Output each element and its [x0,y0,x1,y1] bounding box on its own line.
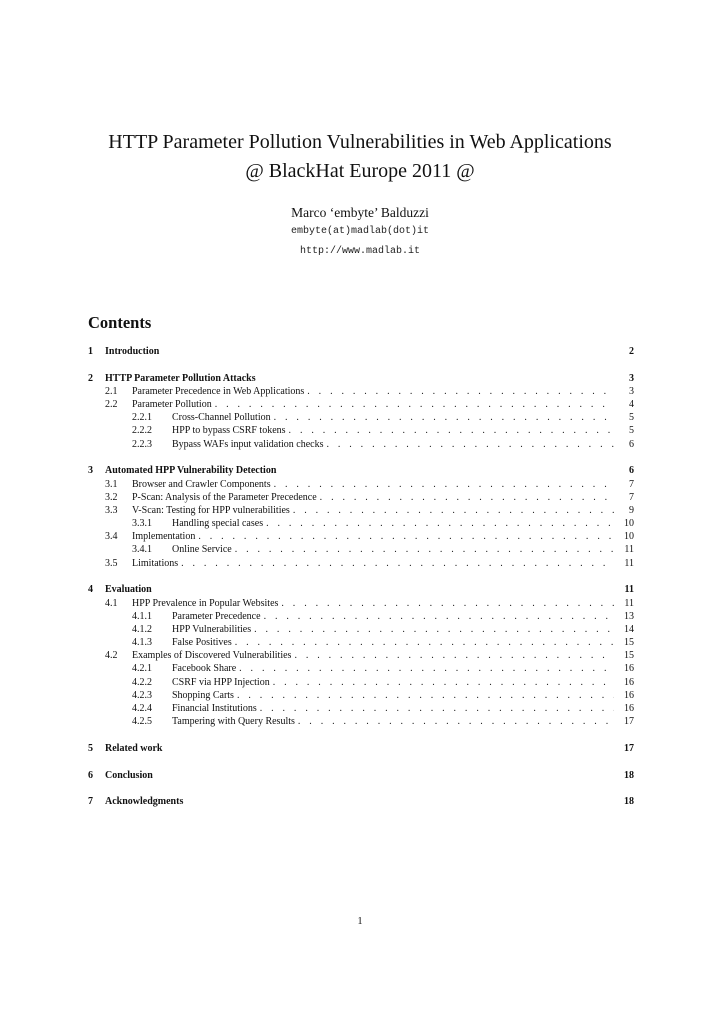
toc-page-number: 9 [629,504,634,516]
toc-section[interactable] [88,769,634,782]
toc-label[interactable]: P-Scan: Analysis of the Parameter Precedence [132,491,317,503]
author-email: embyte(at)madlab(dot)it [290,226,430,237]
toc-leader-dots [235,543,614,556]
toc-page-number: 17 [624,716,634,728]
toc-number: 4 [88,584,93,596]
toc-entry[interactable] [88,702,634,715]
toc-page-number: 3 [629,385,634,397]
toc-label[interactable]: Cross-Channel Pollution [172,412,271,424]
toc-number: 2.2.1 [132,412,152,424]
contents-heading: Contents [88,313,152,332]
toc-label[interactable]: Related work [105,742,163,754]
toc-number: 4.1.3 [132,637,152,649]
toc-number: 2 [88,372,93,384]
toc-entry[interactable] [88,623,634,636]
toc-page-number: 4 [629,399,634,411]
toc-entry[interactable] [88,438,634,451]
toc-label[interactable]: Acknowledgments [105,796,184,808]
toc-number: 6 [88,769,93,781]
toc-page-number: 10 [624,531,634,543]
toc-label[interactable]: Online Service [172,544,232,556]
toc-page-number: 5 [629,425,634,437]
toc-entry[interactable] [88,689,634,702]
toc-entry[interactable] [88,424,634,437]
toc-number: 3.3.1 [132,518,152,530]
toc-leader-dots [274,478,614,491]
toc-leader-dots [298,715,614,728]
toc-label[interactable]: Conclusion [105,769,153,781]
toc-label[interactable]: Bypass WAFs input validation checks [172,438,324,450]
toc-page-number: 6 [629,438,634,450]
toc-page-number: 14 [624,623,634,635]
toc-page-number: 13 [624,610,634,622]
toc-number: 4.1 [105,597,118,609]
toc-page-number: 10 [624,518,634,530]
toc-page-number: 5 [629,412,634,424]
toc-number: 3.1 [105,478,118,490]
toc-number: 4.2.2 [132,676,152,688]
toc-label[interactable]: V-Scan: Testing for HPP vulnerabilities [132,504,290,516]
toc-page-number: 18 [624,769,634,781]
author-url[interactable]: http://www.madlab.it [299,246,421,257]
toc-label[interactable]: Facebook Share [172,663,237,675]
toc-page-number: 15 [624,650,634,662]
toc-label[interactable]: Browser and Crawler Components [132,478,271,490]
toc-page-number: 7 [629,491,634,503]
toc-label[interactable]: HPP Prevalence in Popular Websites [132,597,279,609]
toc-label[interactable]: Shopping Carts [172,689,234,701]
toc-leader-dots [215,398,614,411]
toc-label[interactable]: Handling special cases [172,518,264,530]
toc-leader-dots [294,649,614,662]
toc-page-number: 6 [629,465,634,477]
document-subtitle: @ BlackHat Europe 2011 @ [245,160,475,182]
toc-number: 3.3 [105,504,118,516]
toc-number: 1 [88,346,93,357]
toc-leader-dots [264,610,614,623]
toc-page-number: 11 [624,597,634,609]
toc-label[interactable]: Parameter Precedence [172,610,261,622]
toc-entry[interactable] [88,636,634,649]
toc-section[interactable] [88,464,634,477]
toc-label[interactable]: Financial Institutions [172,703,257,714]
toc-number: 2.1 [105,385,118,397]
toc-leader-dots [237,689,614,702]
document-title: HTTP Parameter Pollution Vulnerabilities in Web Applications [108,131,612,153]
toc-number: 5 [88,742,93,754]
toc-label[interactable]: HPP Vulnerabilities [172,623,252,635]
toc-leader-dots [289,424,614,437]
toc-section[interactable] [88,345,634,358]
toc-entry[interactable] [88,411,634,424]
toc-page-number: 3 [629,372,634,384]
toc-leader-dots [273,676,614,689]
table-of-contents [88,345,634,808]
title-block [0,128,720,262]
toc-label[interactable]: Tampering with Query Results [172,716,295,728]
toc-label[interactable]: Limitations [132,557,179,569]
toc-leader-dots [239,662,614,675]
toc-number: 3 [88,465,93,477]
toc-label[interactable]: Implementation [132,531,196,543]
toc-number: 4.2.4 [132,703,152,714]
toc-leader-dots [320,491,614,504]
toc-number: 3.4 [105,531,118,543]
toc-leader-dots [254,623,614,636]
toc-section[interactable] [88,742,634,755]
toc-label[interactable]: Introduction [105,346,160,357]
toc-page-number: 16 [624,689,634,701]
toc-number: 4.1.2 [132,623,152,635]
toc-page-number: 16 [624,663,634,675]
toc-entry[interactable] [88,398,634,411]
toc-number: 2.2 [105,399,118,411]
toc-entry[interactable] [88,385,634,398]
page-number: 1 [357,916,363,927]
toc-leader-dots [326,438,614,451]
toc-entry[interactable] [88,715,634,728]
toc-page-number: 15 [624,637,634,649]
toc-number: 4.1.1 [132,610,152,622]
toc-leader-dots [307,385,614,398]
toc-label[interactable]: CSRF via HPP Injection [172,676,270,688]
toc-leader-dots [281,597,614,610]
toc-leader-dots [181,557,614,570]
toc-entry[interactable] [88,478,634,491]
toc-number: 4.2.5 [132,716,152,728]
toc-number: 7 [88,796,93,808]
toc-entry[interactable] [88,543,634,556]
toc-number: 4.2 [105,650,118,662]
toc-number: 3.5 [105,557,118,569]
toc-number: 3.4.1 [132,544,152,556]
toc-label[interactable]: HPP to bypass CSRF tokens [172,425,286,437]
toc-entry[interactable] [88,649,634,662]
toc-number: 2.2.3 [132,438,152,450]
toc-page-number: 11 [624,557,634,569]
toc-entry[interactable] [88,517,634,530]
toc-section[interactable] [88,583,634,596]
toc-label[interactable]: HTTP Parameter Pollution Attacks [105,372,256,384]
toc-entry[interactable] [88,491,634,504]
toc-leader-dots [274,411,614,424]
toc-page-number: 7 [629,478,634,490]
toc-section[interactable] [88,372,634,385]
toc-label[interactable]: False Positives [172,637,232,649]
toc-label[interactable]: Examples of Discovered Vulnerabilities [132,650,292,662]
toc-section[interactable] [88,795,634,808]
toc-page-number: 16 [624,703,634,714]
toc-entry[interactable] [88,530,634,543]
toc-page-number: 11 [624,544,634,556]
toc-label[interactable]: Evaluation [105,584,152,596]
toc-page-number: 17 [624,742,634,754]
toc-entry[interactable] [88,610,634,623]
toc-page-number: 11 [624,584,634,596]
toc-label[interactable]: Automated HPP Vulnerability Detection [105,465,277,477]
toc-entry[interactable] [88,504,634,517]
toc-page-number: 2 [629,346,634,357]
toc-label[interactable]: Parameter Pollution [132,399,212,411]
toc-entry[interactable] [88,676,634,689]
toc-leader-dots [266,517,614,530]
toc-page-number: 18 [624,796,634,808]
toc-number: 2.2.2 [132,425,152,437]
toc-number: 4.2.1 [132,663,152,675]
author-name: Marco ‘embyte’ Balduzzi [291,205,429,220]
toc-leader-dots [235,636,614,649]
toc-number: 3.2 [105,491,118,503]
toc-leader-dots [198,530,614,543]
toc-entry[interactable] [88,557,634,570]
toc-label[interactable]: Parameter Precedence in Web Applications [132,385,305,397]
toc-page-number: 16 [624,676,634,688]
toc-leader-dots [260,702,614,715]
toc-leader-dots [293,504,614,517]
toc-number: 4.2.3 [132,689,152,701]
toc-entry[interactable] [88,662,634,675]
toc-entry[interactable] [88,597,634,610]
